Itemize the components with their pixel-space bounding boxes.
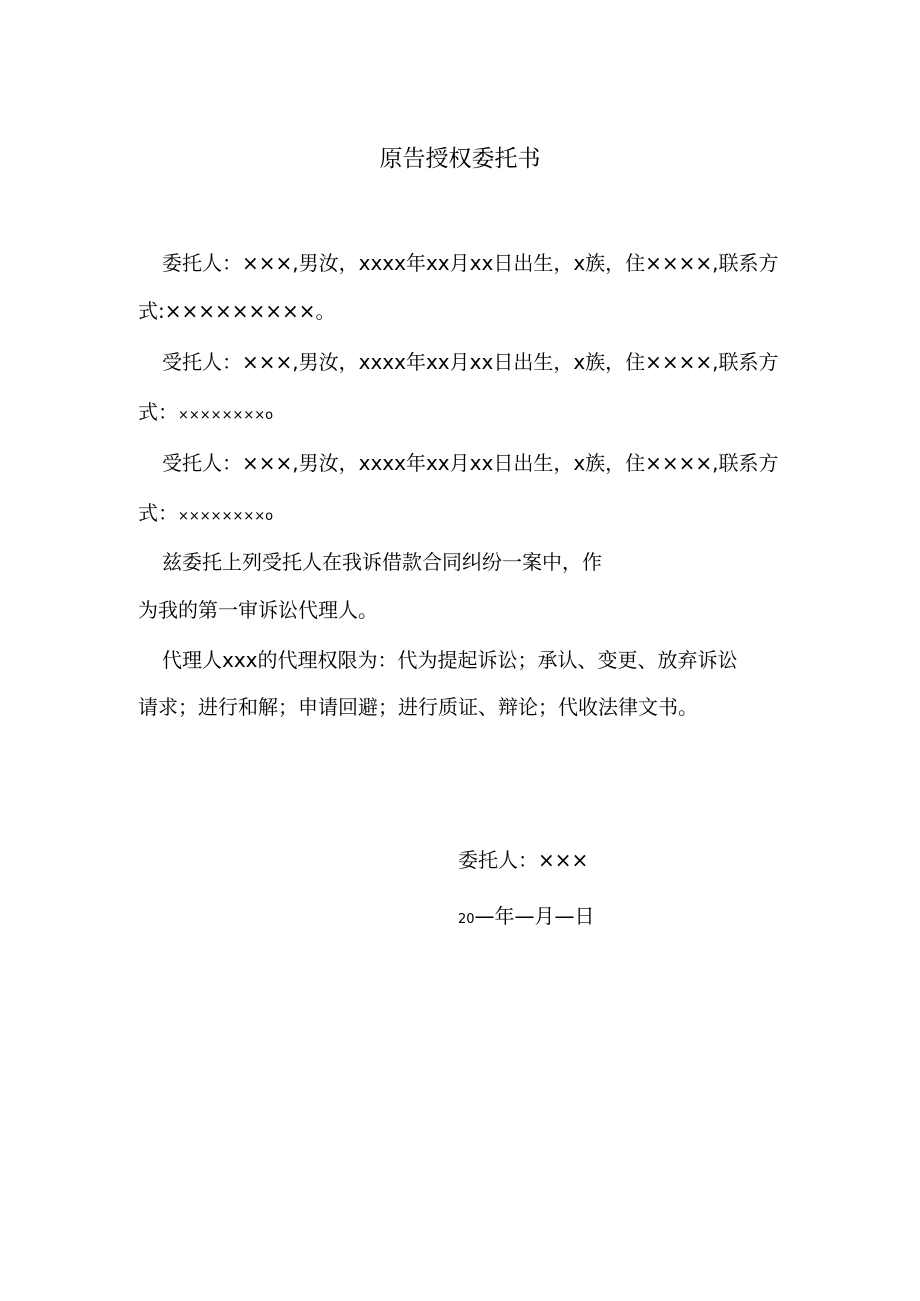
agent-1-contact-value: ××××××××o (178, 408, 274, 423)
principal-line-2: 式:×××××××××。 (138, 299, 336, 323)
authority-line-2: 请求；进行和解；申请回避；进行质证、辩论；代收法律文书。 (138, 695, 698, 719)
principal-line-1: 委托人：×××,男汝，xxxx年xx月xx日出生，x族，住××××,联系方 (162, 251, 779, 275)
agent-2-contact-label: 式： (138, 501, 178, 525)
agent-2-line-1: 受托人：×××,男汝，xxxx年xx月xx日出生，x族，住××××,联系方 (162, 451, 779, 475)
agent-2-contact-value: ××××××××o (178, 509, 274, 524)
agent-1-line-1: 受托人：×××,男汝，xxxx年xx月xx日出生，x族，住××××,联系方 (162, 350, 779, 374)
agent-2-line-2 (138, 498, 273, 532)
signature-principal: 委托人：××× (458, 848, 589, 872)
signature-date-rest: —年—月—日 (474, 904, 595, 928)
signature-date-prefix: 20 (458, 912, 475, 927)
authority-line-1: 代理人xxx的代理权限为：代为提起诉讼；承认、变更、放弃诉讼 (162, 648, 738, 672)
agent-1-contact-label: 式： (138, 400, 178, 424)
signature-date (458, 901, 595, 935)
entrustment-line-2: 为我的第一审诉讼代理人。 (138, 598, 378, 622)
entrustment-line-1: 兹委托上列受托人在我诉借款合同纠纷一案中，作 (162, 550, 602, 574)
document-title: 原告授权委托书 (379, 146, 541, 172)
agent-1-line-2 (138, 397, 273, 431)
